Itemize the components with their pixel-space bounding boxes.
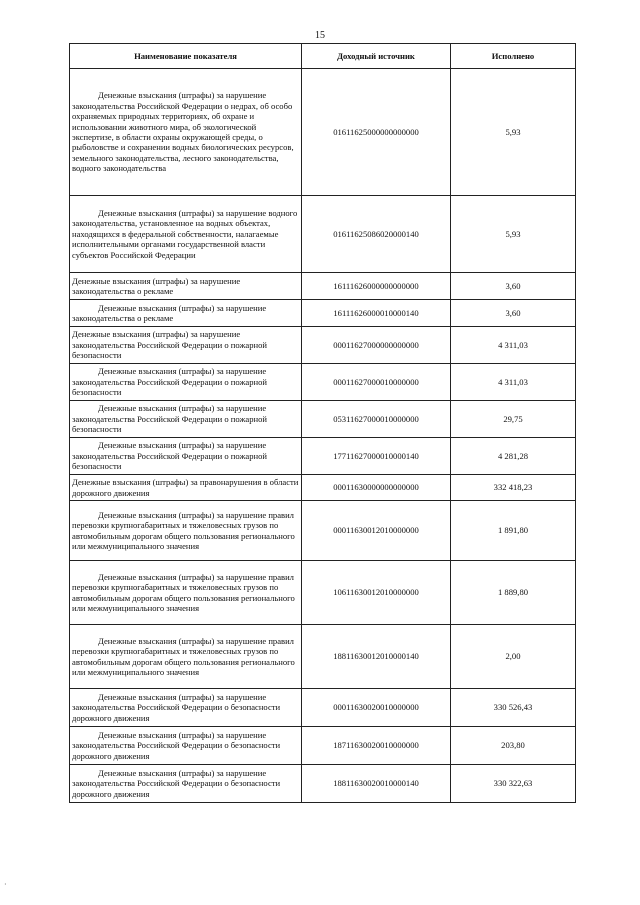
indicator-name: Денежные взыскания (штрафы) за нарушение законодательства Российской Федерации о пожарной безопасности — [70, 401, 302, 438]
header-source: Доходный источник — [302, 44, 451, 69]
indicator-name: Денежные взыскания (штрафы) за нарушение правил перевозки крупногабаритных и тяжеловесных грузов по автомобильным дорогам общего пользования регионального или межмуниципального значения — [70, 625, 302, 689]
indicator-name: Денежные взыскания (штрафы) за нарушение законодательства Российской Федерации о пожарной безопасности — [70, 438, 302, 475]
executed-amount: 330 526,43 — [451, 689, 576, 727]
table-header-row — [70, 44, 576, 69]
executed-amount: 2,00 — [451, 625, 576, 689]
revenue-source-code: 00011630020010000000 — [302, 689, 451, 727]
revenue-source-code: 18811630012010000140 — [302, 625, 451, 689]
executed-amount: 3,60 — [451, 273, 576, 300]
revenue-source-code: 00011627000000000000 — [302, 327, 451, 364]
revenue-source-code: 01611625086020000140 — [302, 196, 451, 273]
indicator-name: Денежные взыскания (штрафы) за нарушение законодательства Российской Федерации о пожарной безопасности — [70, 327, 302, 364]
executed-amount: 4 311,03 — [451, 327, 576, 364]
revenue-source-code: 18711630020010000000 — [302, 727, 451, 765]
header-name: Наименование показателя — [70, 44, 302, 69]
indicator-name: Денежные взыскания (штрафы) за нарушение законодательства Российской Федерации о недрах, об особо охраняемых природных территориях, об охране и использовании животного мира, об экологической экспертизе, в области охраны окружающей среды, о рыболовстве и сохранении водных биологических ресурсов, земельного законодательства, лесного законодательства, водного законодательства — [70, 69, 302, 196]
indicator-name: Денежные взыскания (штрафы) за нарушение законодательства Российской Федерации о безопасности дорожного движения — [70, 765, 302, 803]
indicator-name: Денежные взыскания (штрафы) за нарушение правил перевозки крупногабаритных и тяжеловесных грузов по автомобильным дорогам общего пользования регионального или межмуниципального значения — [70, 501, 302, 561]
header-executed: Исполнено — [451, 44, 576, 69]
table-row — [70, 501, 576, 561]
table-row — [70, 69, 576, 196]
revenue-source-code: 16111626000010000140 — [302, 300, 451, 327]
table-row — [70, 327, 576, 364]
table-row — [70, 475, 576, 501]
executed-amount: 4 311,03 — [451, 364, 576, 401]
revenue-source-code: 01611625000000000000 — [302, 69, 451, 196]
table-row — [70, 689, 576, 727]
margin-mark: · — [4, 880, 7, 889]
revenue-source-code: 10611630012010000000 — [302, 561, 451, 625]
table-row — [70, 765, 576, 803]
executed-amount: 332 418,23 — [451, 475, 576, 501]
revenue-source-code: 05311627000010000000 — [302, 401, 451, 438]
indicator-name: Денежные взыскания (штрафы) за нарушение водного законодательства, установленное на водных объектах, находящихся в федеральной собственности, налагаемые исполнительными органами государственной власти субъектов Российской Федерации — [70, 196, 302, 273]
revenue-source-code: 18811630020010000140 — [302, 765, 451, 803]
indicator-name: Денежные взыскания (штрафы) за нарушение законодательства Российской Федерации о безопасности дорожного движения — [70, 727, 302, 765]
indicator-name: Денежные взыскания (штрафы) за нарушение законодательства о рекламе — [70, 273, 302, 300]
executed-amount: 3,60 — [451, 300, 576, 327]
table-row — [70, 561, 576, 625]
revenue-source-code: 17711627000010000140 — [302, 438, 451, 475]
revenue-source-code: 00011630012010000000 — [302, 501, 451, 561]
executed-amount: 1 889,80 — [451, 561, 576, 625]
indicator-name: Денежные взыскания (штрафы) за нарушение правил перевозки крупногабаритных и тяжеловесных грузов по автомобильным дорогам общего пользования регионального или межмуниципального значения — [70, 561, 302, 625]
page-number: 15 — [315, 30, 325, 41]
indicator-name: Денежные взыскания (штрафы) за нарушение законодательства Российской Федерации о безопасности дорожного движения — [70, 689, 302, 727]
executed-amount: 203,80 — [451, 727, 576, 765]
table-row — [70, 727, 576, 765]
indicator-name: Денежные взыскания (штрафы) за нарушение законодательства Российской Федерации о пожарной безопасности — [70, 364, 302, 401]
revenue-source-code: 00011630000000000000 — [302, 475, 451, 501]
executed-amount: 5,93 — [451, 69, 576, 196]
revenue-source-code: 00011627000010000000 — [302, 364, 451, 401]
table-row — [70, 401, 576, 438]
revenue-source-code: 16111626000000000000 — [302, 273, 451, 300]
indicator-name: Денежные взыскания (штрафы) за правонарушения в области дорожного движения — [70, 475, 302, 501]
executed-amount: 29,75 — [451, 401, 576, 438]
table-row — [70, 273, 576, 300]
table-row — [70, 364, 576, 401]
executed-amount: 330 322,63 — [451, 765, 576, 803]
table-row — [70, 196, 576, 273]
table-row — [70, 625, 576, 689]
table-row — [70, 300, 576, 327]
table-body — [70, 69, 576, 803]
table-row — [70, 438, 576, 475]
executed-amount: 4 281,28 — [451, 438, 576, 475]
indicator-name: Денежные взыскания (штрафы) за нарушение законодательства о рекламе — [70, 300, 302, 327]
report-table — [69, 43, 576, 803]
executed-amount: 1 891,80 — [451, 501, 576, 561]
executed-amount: 5,93 — [451, 196, 576, 273]
